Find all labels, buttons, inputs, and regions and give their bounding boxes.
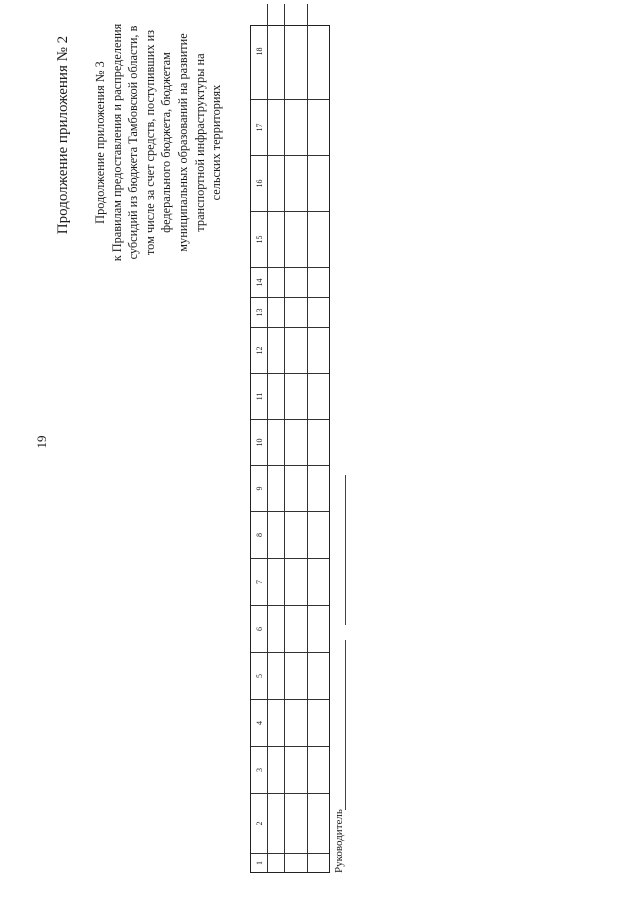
table-cell [285,267,308,297]
reference-line: том числе за счет средств, поступивших из [142,29,157,256]
table-cell [285,297,308,327]
table-cell [268,99,285,155]
table-cell [285,155,308,211]
table-cell [285,558,308,605]
table-cell [285,211,308,267]
table-cell [268,211,285,267]
table-cell [285,652,308,699]
table-cell [268,511,285,558]
signature-name-line [345,475,346,625]
table-cell [285,4,308,99]
table-cell [285,511,308,558]
column-number-cell: 11 [251,373,268,419]
column-number-cell: 2 [251,793,268,853]
table-cell [268,267,285,297]
column-number-cell: 15 [251,211,268,267]
table-cell [308,652,329,699]
table-cell [308,327,329,373]
column-number-cell: 18 [251,4,268,99]
table-cell [285,419,308,465]
table-cell [308,297,329,327]
table-cell [308,853,329,872]
page-number: 19 [34,435,49,449]
signature-line [345,640,346,810]
table-cell [285,853,308,872]
table-cell [285,327,308,373]
table-cell [268,558,285,605]
table-cell [308,211,329,267]
table-cell [268,373,285,419]
reference-line: Продолжение приложения № 3 [93,61,107,224]
reference-line: субсидий из бюджета Тамбовской области, в [126,25,141,260]
table-cell [308,465,329,511]
column-number-cell: 4 [251,699,268,746]
table-cell [268,605,285,652]
table-cell [268,793,285,853]
table-cell [285,99,308,155]
table-cell [268,652,285,699]
table-cell [268,4,285,99]
table-cell [268,699,285,746]
table-cell [308,99,329,155]
table-cell [308,558,329,605]
table-cell [268,327,285,373]
signature-label: Руководитель [333,809,345,873]
table-cell [308,4,329,99]
table-cell [308,511,329,558]
column-number-cell: 7 [251,558,268,605]
table-cell [268,297,285,327]
table-cell [285,793,308,853]
column-number-cell: 8 [251,511,268,558]
column-number-cell: 9 [251,465,268,511]
column-number-cell: 14 [251,267,268,297]
table-cell [308,793,329,853]
appendix-title: Продолжение приложения № 2 [55,35,71,235]
reference-line: федерального бюджета, бюджетам [159,52,174,233]
table-cell [268,419,285,465]
data-table [250,25,330,873]
column-number-cell: 13 [251,297,268,327]
table-cell [268,746,285,793]
table-cell [308,605,329,652]
column-number-cell: 5 [251,652,268,699]
table-cell [268,465,285,511]
table-cell [308,155,329,211]
column-number-cell: 12 [251,327,268,373]
reference-line: транспортной инфраструктуры на [192,53,207,232]
table-cell [268,155,285,211]
column-number-cell: 1 [251,853,268,872]
reference-line: к Правилам предоставления и распределения [109,23,124,262]
table-cell [268,853,285,872]
column-number-cell: 10 [251,419,268,465]
table-cell [308,267,329,297]
table-cell [285,746,308,793]
table-cell [308,419,329,465]
table-cell [308,699,329,746]
column-number-cell: 3 [251,746,268,793]
reference-line: муниципальных образований на развитие [175,33,190,252]
column-number-cell: 16 [251,155,268,211]
table-cell [308,373,329,419]
appendix-reference [92,20,225,265]
column-number-cell: 6 [251,605,268,652]
table-cell [285,699,308,746]
table-cell [285,465,308,511]
table-cell [308,746,329,793]
column-number-cell: 17 [251,99,268,155]
reference-line: сельских территориях [209,84,224,201]
table-cell [285,373,308,419]
table-cell [285,605,308,652]
